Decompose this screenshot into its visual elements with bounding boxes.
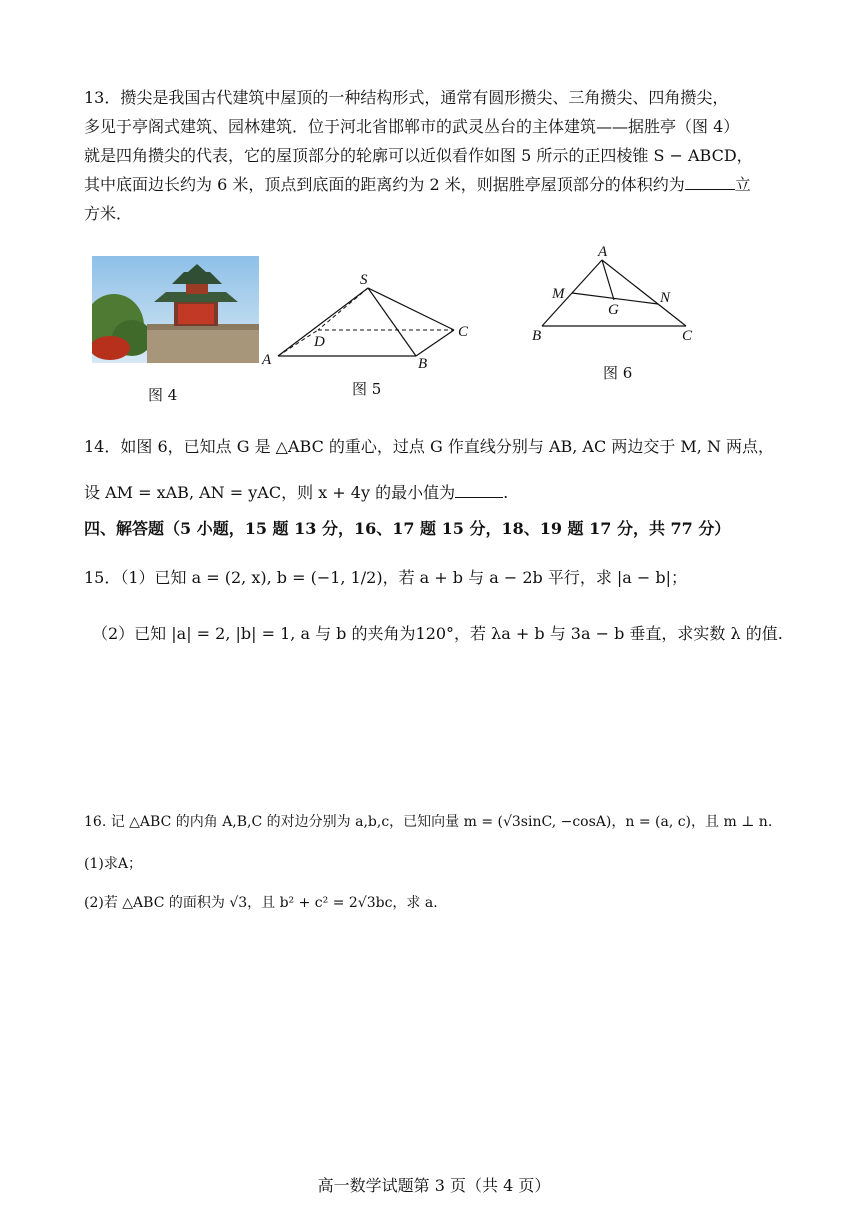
figure-4-caption: 图 4 (148, 386, 178, 404)
q13-line-4 (84, 175, 751, 195)
q13-line-5: 方米． (84, 204, 133, 223)
q16-part-2: (2)若 △ABC 的面积为 √3，且 b² + c² = 2√3bc，求 a. (84, 895, 438, 911)
label-A: A (598, 244, 608, 260)
q13-line-3: 就是四角攒尖的代表，它的屋顶部分的轮廓可以近似看作如图 5 所示的正四棱锥 S − ABCD， (84, 146, 753, 165)
q13-line-2: 多见于亭阁式建筑、园林建筑．位于河北省邯郸市的武灵丛台的主体建筑——据胜亭（图 4） (84, 117, 740, 136)
q14-line-2-text: 设 AM = xAB, AN = yAC，则 x + 4y 的最小值为 (84, 483, 456, 502)
label-S: S (360, 272, 368, 288)
q14-line-2 (84, 483, 508, 503)
answer-blank (685, 175, 735, 190)
answer-blank (455, 483, 503, 498)
figure-5-caption: 图 5 (352, 380, 382, 398)
q15-part-1: 15．（1）已知 a = (2, x), b = (−1, 1/2)，若 a + b 与 a − 2b 平行，求 |a − b|； (84, 568, 688, 587)
q14-line-1: 14．如图 6，已知点 G 是 △ABC 的重心，过点 G 作直线分别与 AB, AC 两边交于 M, N 两点， (84, 437, 775, 456)
figure-6-caption: 图 6 (603, 364, 633, 382)
label-G: G (608, 302, 619, 318)
pavilion-photo (92, 256, 259, 363)
page-footer: 高一数学试题第 3 页（共 4 页） (317, 1176, 551, 1195)
q16-stem: 16. 记 △ABC 的内角 A,B,C 的对边分别为 a,b,c，已知向量 m = (√3sinC, −cosA)，n = (a, c)，且 m ⊥ n. (84, 814, 773, 830)
label-B: B (532, 328, 542, 344)
pyramid-figure (258, 266, 478, 374)
q13-line-1: 13．攒尖是我国古代建筑中屋顶的一种结构形式，通常有圆形攒尖、三角攒尖、四角攒尖， (84, 88, 729, 107)
label-C: C (458, 324, 469, 340)
label-M: M (552, 286, 565, 302)
label-N: N (660, 290, 671, 306)
label-D: D (314, 334, 325, 350)
label-B: B (418, 356, 428, 372)
q16-part-1: (1)求A； (84, 856, 142, 872)
q13-line-4-text: 其中底面边长约为 6 米，顶点到底面的距离约为 2 米，则据胜亭屋顶部分的体积约为 (84, 175, 685, 194)
q15-part-2: （2）已知 |a| = 2, |b| = 1, a 与 b 的夹角为120°，若 λa + b 与 3a − b 垂直，求实数 λ 的值. (92, 624, 783, 643)
label-A: A (262, 352, 272, 368)
q14-line-2-tail: . (503, 483, 509, 502)
q13-line-4-tail: 立 (734, 175, 751, 194)
triangle-figure (528, 242, 698, 346)
label-C: C (682, 328, 693, 344)
section-heading: 四、解答题（5 小题，15 题 13 分，16、17 题 15 分，18、19 题 17 分，共 77 分） (84, 519, 731, 538)
